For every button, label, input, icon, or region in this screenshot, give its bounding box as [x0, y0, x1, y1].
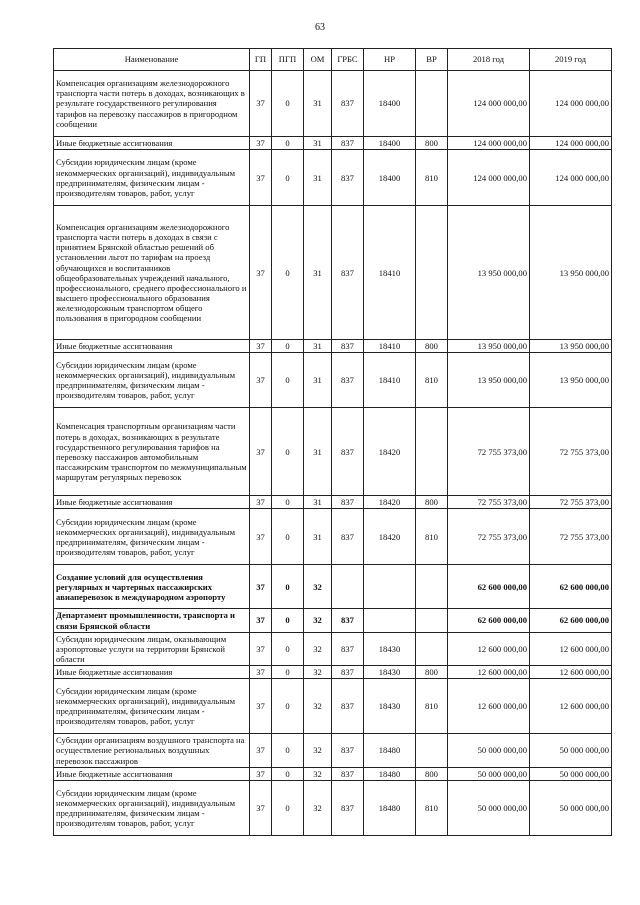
cell-vr: 800 [416, 767, 448, 780]
table-body [54, 71, 612, 836]
cell-om: 31 [304, 408, 332, 496]
cell-pgp: 0 [272, 609, 304, 632]
cell-om: 32 [304, 679, 332, 734]
cell-2019: 13 950 000,00 [530, 340, 612, 353]
cell-name: Иные бюджетные ассигнования [54, 666, 250, 679]
cell-gp: 37 [250, 609, 272, 632]
cell-om: 32 [304, 767, 332, 780]
cell-pgp: 0 [272, 767, 304, 780]
cell-nr: 18430 [364, 679, 416, 734]
cell-2018: 13 950 000,00 [448, 353, 530, 408]
cell-nr [364, 609, 416, 632]
cell-2018: 62 600 000,00 [448, 609, 530, 632]
cell-2019: 62 600 000,00 [530, 609, 612, 632]
table-row [54, 137, 612, 150]
cell-vr [416, 71, 448, 137]
cell-2019: 62 600 000,00 [530, 565, 612, 609]
cell-gp: 37 [250, 734, 272, 767]
cell-vr [416, 206, 448, 340]
cell-vr: 810 [416, 150, 448, 206]
cell-name: Иные бюджетные ассигнования [54, 137, 250, 150]
cell-nr: 18420 [364, 408, 416, 496]
cell-grbs: 837 [332, 150, 364, 206]
cell-nr: 18410 [364, 206, 416, 340]
table-row [54, 767, 612, 780]
cell-gp: 37 [250, 666, 272, 679]
cell-grbs: 837 [332, 609, 364, 632]
col-header-vr: ВР [416, 49, 448, 71]
cell-grbs: 837 [332, 767, 364, 780]
cell-pgp: 0 [272, 632, 304, 665]
cell-vr [416, 408, 448, 496]
cell-2019: 50 000 000,00 [530, 734, 612, 767]
cell-vr [416, 734, 448, 767]
cell-om: 31 [304, 496, 332, 509]
cell-om: 32 [304, 666, 332, 679]
cell-gp: 37 [250, 679, 272, 734]
cell-name: Компенсация транспортным организациям части потерь в доходах, возникающих в результате государственного регулирования тарифов на перевозку пассажиров автомобильным пассажирским транспортом по межмуниципальным маршрутам регулярных перевозок [54, 408, 250, 496]
table-row [54, 353, 612, 408]
cell-nr: 18410 [364, 353, 416, 408]
table-row [54, 150, 612, 206]
cell-nr: 18420 [364, 496, 416, 509]
cell-2018: 124 000 000,00 [448, 137, 530, 150]
col-header-pgp: ПГП [272, 49, 304, 71]
cell-grbs: 837 [332, 734, 364, 767]
cell-name: Создание условий для осуществления регулярных и чартерных пассажирских авиаперевозок в международном аэропорту [54, 565, 250, 609]
cell-nr: 18480 [364, 767, 416, 780]
col-header-name: Наименование [54, 49, 250, 71]
cell-vr: 810 [416, 780, 448, 835]
cell-nr [364, 565, 416, 609]
table-row [54, 206, 612, 340]
cell-grbs: 837 [332, 340, 364, 353]
cell-om: 32 [304, 780, 332, 835]
cell-vr: 800 [416, 666, 448, 679]
cell-name: Субсидии юридическим лицам (кроме некоммерческих организаций), индивидуальным предпринимателям, физическим лицам - производителям товаров, работ, услуг [54, 150, 250, 206]
col-header-gp: ГП [250, 49, 272, 71]
cell-2018: 72 755 373,00 [448, 408, 530, 496]
cell-pgp: 0 [272, 137, 304, 150]
cell-vr [416, 565, 448, 609]
cell-nr: 18480 [364, 734, 416, 767]
cell-2018: 13 950 000,00 [448, 340, 530, 353]
cell-pgp: 0 [272, 780, 304, 835]
cell-grbs: 837 [332, 632, 364, 665]
cell-2019: 50 000 000,00 [530, 767, 612, 780]
cell-2019: 13 950 000,00 [530, 206, 612, 340]
cell-gp: 37 [250, 632, 272, 665]
cell-gp: 37 [250, 340, 272, 353]
cell-vr: 800 [416, 340, 448, 353]
cell-2018: 13 950 000,00 [448, 206, 530, 340]
cell-pgp: 0 [272, 666, 304, 679]
cell-name: Субсидии юридическим лицам (кроме некоммерческих организаций), индивидуальным предпринимателям, физическим лицам - производителям товаров, работ, услуг [54, 353, 250, 408]
table-row [54, 509, 612, 565]
cell-gp: 37 [250, 509, 272, 565]
cell-2019: 13 950 000,00 [530, 353, 612, 408]
cell-2018: 124 000 000,00 [448, 71, 530, 137]
cell-2018: 124 000 000,00 [448, 150, 530, 206]
cell-grbs: 837 [332, 408, 364, 496]
cell-vr: 800 [416, 137, 448, 150]
cell-2018: 50 000 000,00 [448, 767, 530, 780]
cell-grbs: 837 [332, 679, 364, 734]
page-number: 63 [315, 22, 325, 33]
cell-grbs: 837 [332, 496, 364, 509]
cell-gp: 37 [250, 767, 272, 780]
table-row [54, 565, 612, 609]
cell-om: 31 [304, 150, 332, 206]
table-row [54, 340, 612, 353]
cell-2018: 12 600 000,00 [448, 679, 530, 734]
cell-name: Субсидии юридическим лицам (кроме некоммерческих организаций), индивидуальным предпринимателям, физическим лицам - производителям товаров, работ, услуг [54, 679, 250, 734]
cell-om: 32 [304, 632, 332, 665]
cell-om: 31 [304, 340, 332, 353]
cell-vr [416, 632, 448, 665]
cell-pgp: 0 [272, 679, 304, 734]
col-header-om: ОМ [304, 49, 332, 71]
cell-om: 31 [304, 353, 332, 408]
cell-grbs: 837 [332, 71, 364, 137]
cell-2019: 12 600 000,00 [530, 679, 612, 734]
table-row [54, 496, 612, 509]
table-row [54, 734, 612, 767]
cell-om: 31 [304, 206, 332, 340]
cell-2019: 72 755 373,00 [530, 509, 612, 565]
cell-grbs [332, 565, 364, 609]
cell-2019: 50 000 000,00 [530, 780, 612, 835]
table-row [54, 71, 612, 137]
cell-om: 32 [304, 609, 332, 632]
cell-om: 32 [304, 734, 332, 767]
cell-2018: 50 000 000,00 [448, 780, 530, 835]
cell-2019: 12 600 000,00 [530, 632, 612, 665]
cell-nr: 18430 [364, 632, 416, 665]
table-row [54, 666, 612, 679]
cell-nr: 18480 [364, 780, 416, 835]
col-header-nr: НР [364, 49, 416, 71]
cell-grbs: 837 [332, 353, 364, 408]
cell-name: Иные бюджетные ассигнования [54, 496, 250, 509]
col-header-2019: 2019 год [530, 49, 612, 71]
cell-gp: 37 [250, 353, 272, 408]
cell-2018: 72 755 373,00 [448, 496, 530, 509]
cell-name: Субсидии организациям воздушного транспорта на осуществление региональных воздушных перевозок пассажиров [54, 734, 250, 767]
cell-2019: 124 000 000,00 [530, 150, 612, 206]
cell-name: Субсидии юридическим лицам (кроме некоммерческих организаций), индивидуальным предпринимателям, физическим лицам - производителям товаров, работ, услуг [54, 780, 250, 835]
cell-pgp: 0 [272, 734, 304, 767]
cell-name: Субсидии юридическим лицам, оказывающим аэропортовые услуги на территории Брянской области [54, 632, 250, 665]
cell-name: Компенсация организациям железнодорожного транспорта части потерь в доходах, возникающих в результате государственного регулирования тарифов на перевозку пассажиров в пригородном сообщении [54, 71, 250, 137]
cell-gp: 37 [250, 137, 272, 150]
cell-pgp: 0 [272, 509, 304, 565]
cell-2018: 62 600 000,00 [448, 565, 530, 609]
table-header-row [54, 49, 612, 71]
cell-gp: 37 [250, 408, 272, 496]
cell-grbs: 837 [332, 666, 364, 679]
cell-gp: 37 [250, 780, 272, 835]
cell-name: Субсидии юридическим лицам (кроме некоммерческих организаций), индивидуальным предпринимателям, физическим лицам - производителям товаров, работ, услуг [54, 509, 250, 565]
cell-2018: 50 000 000,00 [448, 734, 530, 767]
cell-pgp: 0 [272, 340, 304, 353]
cell-name: Компенсация организациям железнодорожного транспорта части потерь в доходах в связи с принятием Брянской областью решений об установлении льгот по тарифам на проезд обучающихся и воспитанников общеобразовательных учреждений начального, профессионального, среднего профессионального и высшего профессионального образования железнодорожным транспортом общего пользования в пригородном сообщении [54, 206, 250, 340]
cell-2019: 124 000 000,00 [530, 137, 612, 150]
cell-gp: 37 [250, 565, 272, 609]
cell-grbs: 837 [332, 137, 364, 150]
cell-pgp: 0 [272, 565, 304, 609]
cell-nr: 18430 [364, 666, 416, 679]
cell-pgp: 0 [272, 206, 304, 340]
cell-nr: 18400 [364, 150, 416, 206]
cell-2019: 72 755 373,00 [530, 496, 612, 509]
cell-pgp: 0 [272, 496, 304, 509]
cell-gp: 37 [250, 206, 272, 340]
cell-pgp: 0 [272, 353, 304, 408]
cell-nr: 18410 [364, 340, 416, 353]
col-header-grbs: ГРБС [332, 49, 364, 71]
cell-gp: 37 [250, 496, 272, 509]
table-row [54, 632, 612, 665]
cell-name: Иные бюджетные ассигнования [54, 767, 250, 780]
cell-vr: 800 [416, 496, 448, 509]
cell-name: Департамент промышленности, транспорта и связи Брянской области [54, 609, 250, 632]
cell-pgp: 0 [272, 150, 304, 206]
cell-2018: 12 600 000,00 [448, 666, 530, 679]
cell-grbs: 837 [332, 780, 364, 835]
cell-grbs: 837 [332, 509, 364, 565]
cell-pgp: 0 [272, 408, 304, 496]
table-row [54, 679, 612, 734]
cell-vr: 810 [416, 509, 448, 565]
cell-grbs: 837 [332, 206, 364, 340]
cell-2019: 12 600 000,00 [530, 666, 612, 679]
cell-om: 31 [304, 509, 332, 565]
cell-gp: 37 [250, 71, 272, 137]
cell-vr: 810 [416, 679, 448, 734]
col-header-2018: 2018 год [448, 49, 530, 71]
cell-om: 31 [304, 71, 332, 137]
cell-om: 32 [304, 565, 332, 609]
cell-pgp: 0 [272, 71, 304, 137]
budget-table [53, 48, 612, 836]
cell-name: Иные бюджетные ассигнования [54, 340, 250, 353]
table-row [54, 408, 612, 496]
cell-vr [416, 609, 448, 632]
cell-nr: 18420 [364, 509, 416, 565]
cell-nr: 18400 [364, 71, 416, 137]
table-row [54, 780, 612, 835]
cell-2018: 72 755 373,00 [448, 509, 530, 565]
cell-2019: 124 000 000,00 [530, 71, 612, 137]
table-row [54, 609, 612, 632]
cell-vr: 810 [416, 353, 448, 408]
cell-gp: 37 [250, 150, 272, 206]
cell-nr: 18400 [364, 137, 416, 150]
cell-2018: 12 600 000,00 [448, 632, 530, 665]
cell-2019: 72 755 373,00 [530, 408, 612, 496]
cell-om: 31 [304, 137, 332, 150]
